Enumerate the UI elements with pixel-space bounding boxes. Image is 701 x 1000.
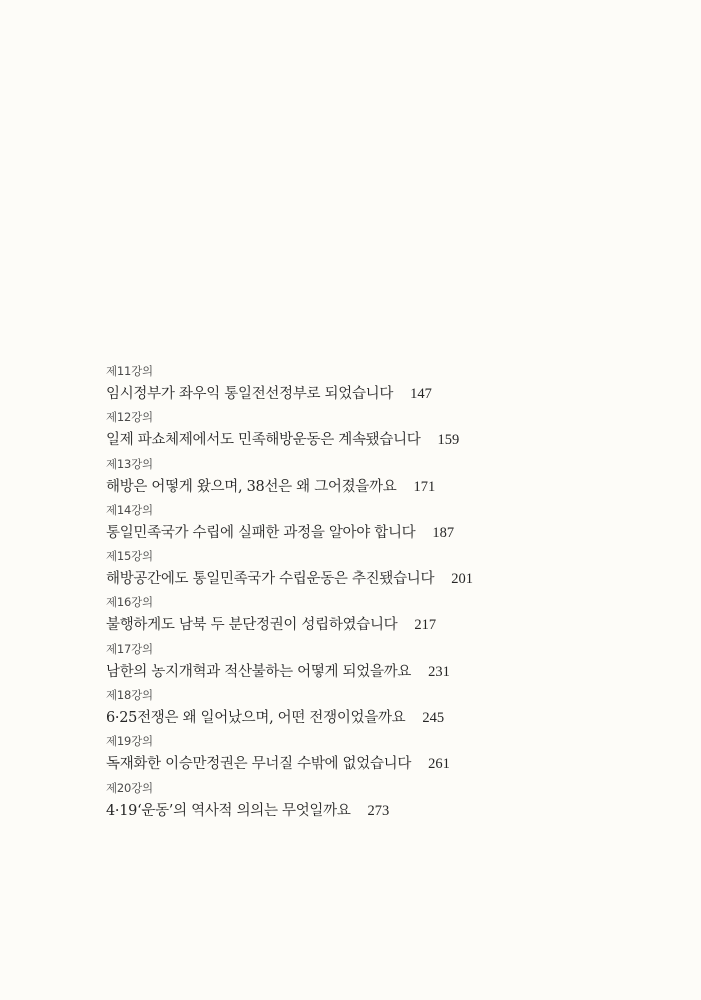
- toc-entry: [106, 640, 666, 686]
- lecture-number: 제12강의: [106, 410, 153, 425]
- toc-entry: [106, 455, 666, 501]
- lecture-number: 제11강의: [106, 364, 153, 378]
- toc-entry-line: [106, 519, 666, 547]
- chapter-title: 남한의 농지개혁과 적산불하는 어떻게 되었을까요: [106, 663, 412, 680]
- lecture-number: 제15강의: [106, 549, 153, 564]
- page-number: 261: [428, 756, 450, 773]
- toc-entry-line: [106, 565, 666, 593]
- chapter-title: 임시정부가 좌우익 통일전선정부로 되었습니다: [106, 386, 394, 402]
- lecture-number: 제14강의: [106, 502, 153, 517]
- toc-entry-line: [106, 658, 666, 686]
- toc-entry: [106, 547, 666, 593]
- chapter-title: 6·25전쟁은 왜 일어났으며, 어떤 전쟁이었을까요: [106, 710, 406, 727]
- chapter-title: 일제 파쇼체제에서도 민족해방운동은 계속됐습니다: [106, 432, 421, 449]
- lecture-number: 제16강의: [106, 595, 153, 610]
- chapter-title: 독재화한 이승만정권은 무너질 수밖에 없었습니다: [106, 756, 412, 773]
- toc-entry: [106, 779, 666, 825]
- toc-entry-line: [106, 380, 666, 408]
- toc-entry: [106, 362, 666, 408]
- lecture-number: 제17강의: [106, 641, 153, 656]
- toc-entry: [106, 593, 666, 639]
- page-number: 273: [367, 802, 390, 819]
- chapter-title: 해방은 어떻게 왔으며, 38선은 왜 그어졌을까요: [106, 478, 397, 495]
- toc-entry-line: [106, 704, 666, 732]
- toc-entry: [106, 408, 666, 454]
- page-number: 187: [432, 524, 455, 541]
- toc-entry-line: [106, 797, 666, 825]
- toc-entry-line: [106, 426, 666, 454]
- page-number: 217: [414, 617, 437, 634]
- toc-entry-line: [106, 473, 666, 501]
- toc-entry-line: [106, 611, 666, 639]
- page-number: 147: [410, 386, 432, 402]
- page-number: 159: [437, 432, 460, 449]
- lecture-number: 제13강의: [106, 456, 153, 471]
- table-of-contents: [106, 362, 666, 825]
- lecture-number: 제18강의: [106, 688, 153, 703]
- chapter-title: 해방공간에도 통일민족국가 수립운동은 추진됐습니다: [106, 571, 435, 588]
- page-number: 231: [428, 663, 450, 680]
- chapter-title: 통일민족국가 수립에 실패한 과정을 알아야 합니다: [106, 524, 416, 541]
- toc-entry-line: [106, 750, 666, 778]
- toc-entry: [106, 732, 666, 778]
- page-number: 245: [422, 710, 445, 727]
- page-number: 171: [413, 478, 436, 495]
- toc-entry: [106, 686, 666, 732]
- page-number: 201: [451, 571, 473, 588]
- lecture-number: 제20강의: [106, 780, 153, 795]
- chapter-title: 4·19‘운동’의 역사적 의의는 무엇일까요: [106, 802, 351, 819]
- toc-entry: [106, 501, 666, 547]
- lecture-number: 제19강의: [106, 734, 153, 749]
- chapter-title: 불행하게도 남북 두 분단정권이 성립하였습니다: [106, 617, 398, 634]
